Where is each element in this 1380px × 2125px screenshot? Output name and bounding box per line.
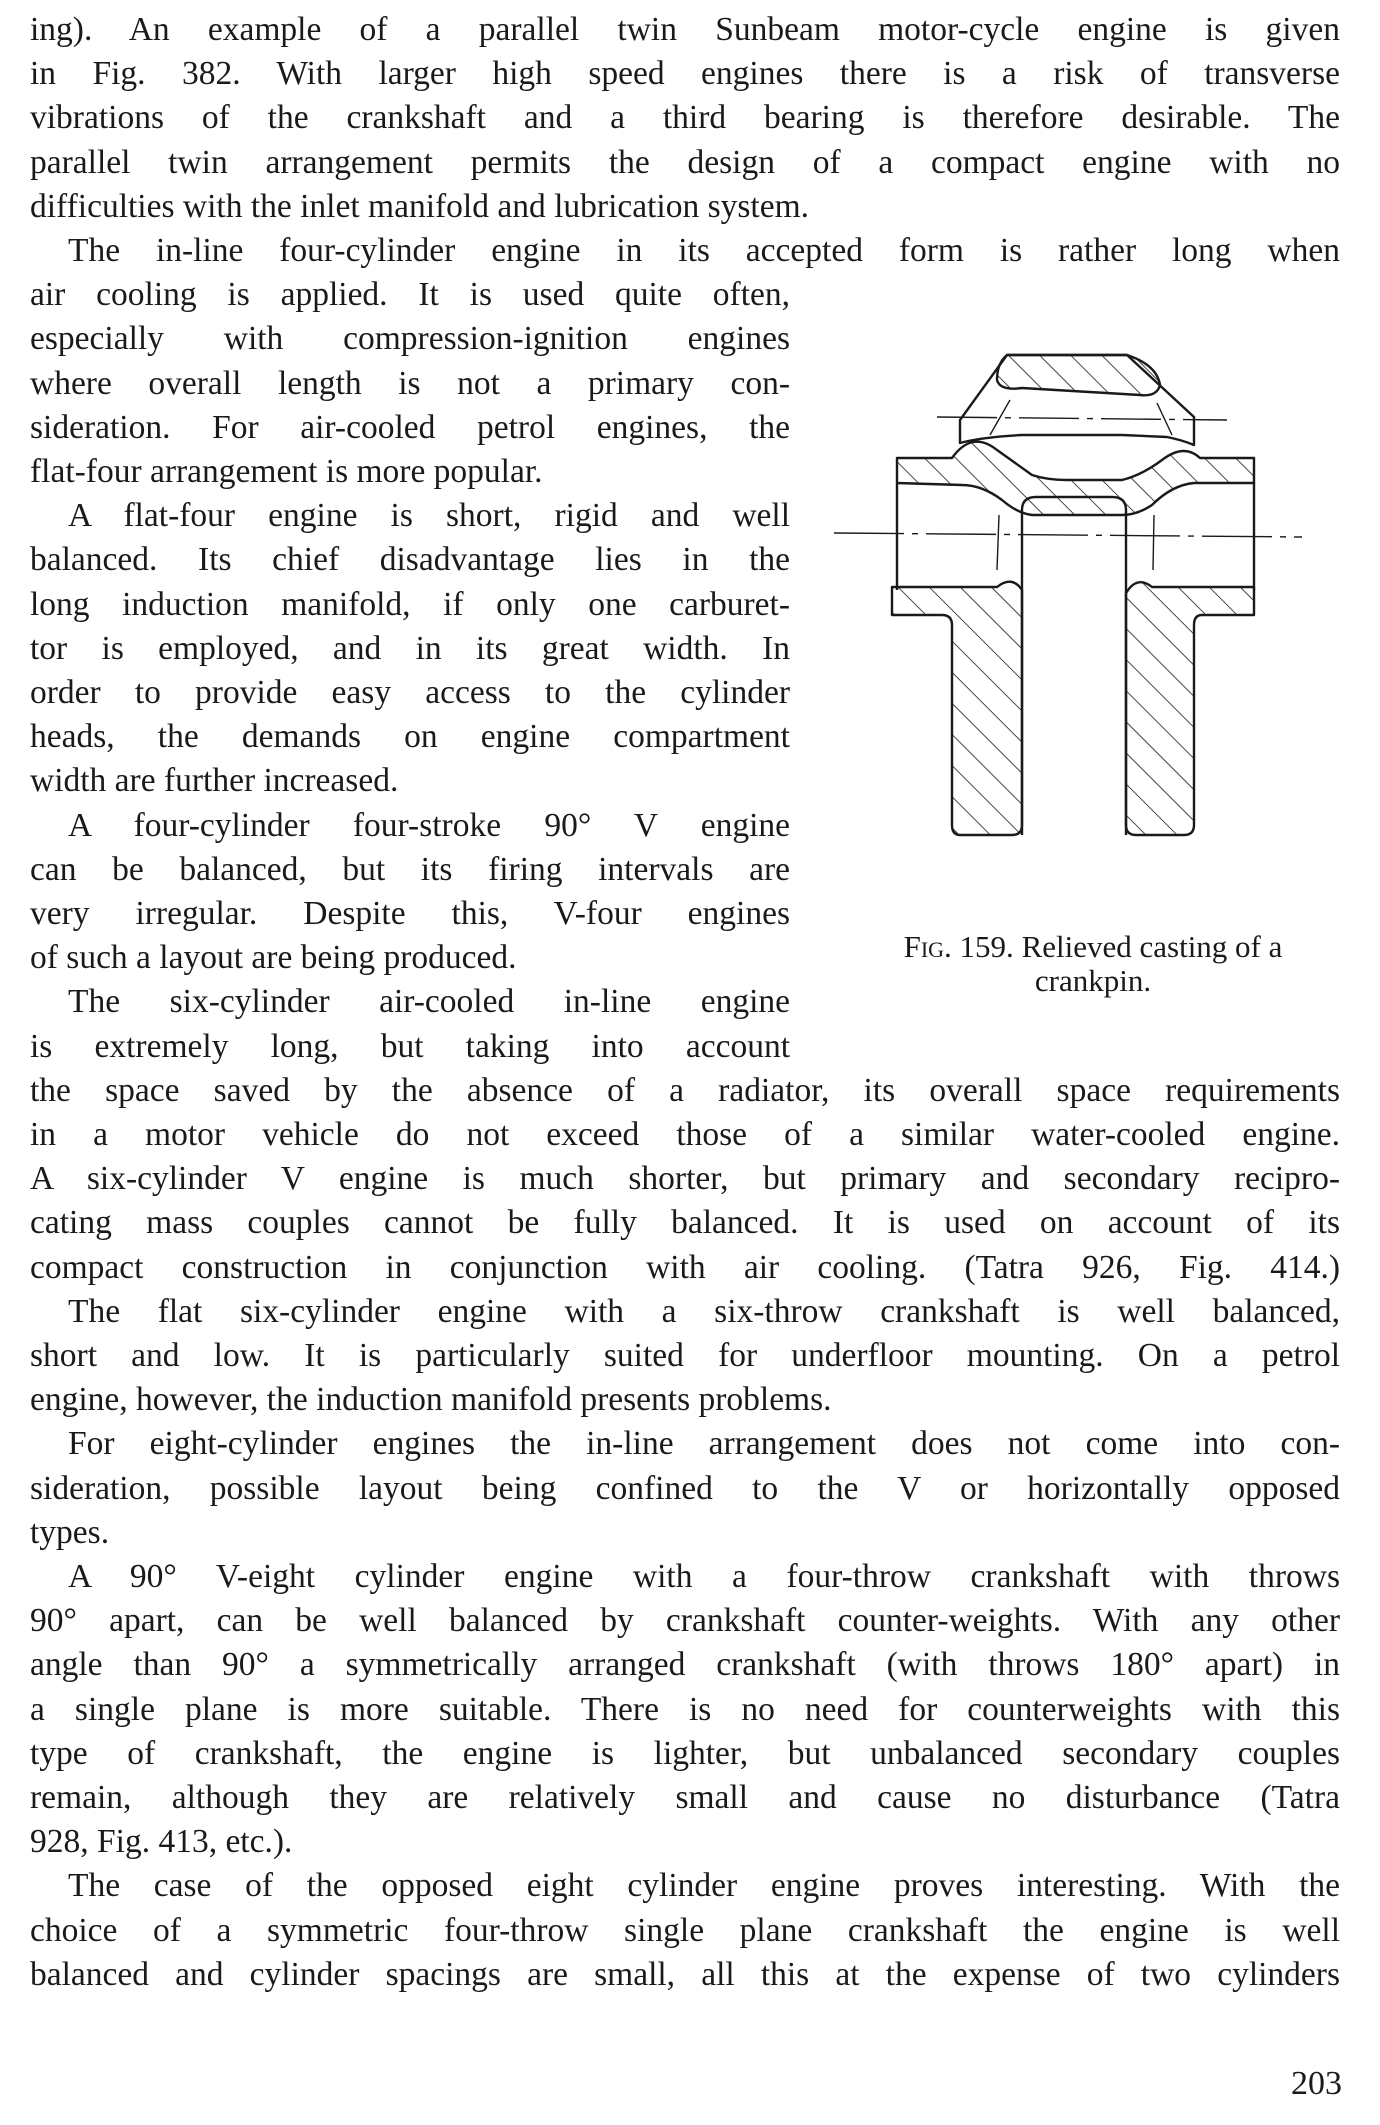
text-line: long induction manifold, if only one carburet- (30, 585, 790, 623)
upper-centre-line (937, 417, 1227, 420)
crankpin-section-diagram (822, 325, 1342, 865)
text-line: 90° apart, can be well balanced by crankshaft counter-weights. With any other (30, 1602, 1340, 1640)
text-line: The six-cylinder air-cooled in-line engine (68, 983, 790, 1021)
text-line: compact construction in conjunction with air cooling. (Tatra 926, Fig. 414.) (30, 1248, 1340, 1286)
figure-caption-line2: crankpin. (1034, 963, 1152, 998)
figure-label: Fig. 159. (903, 929, 1014, 964)
text-line: of such a layout are being produced. (30, 939, 517, 977)
text-line: A six-cylinder V engine is much shorter, but primary and secondary recipro- (30, 1160, 1340, 1198)
top-relief-band (997, 355, 1160, 395)
text-line: 928, Fig. 413, etc.). (30, 1823, 293, 1861)
text-line: width are further increased. (30, 762, 399, 800)
text-line: The in-line four-cylinder engine in its accepted form is rather long when (68, 232, 1340, 269)
pin-slot-outline (1022, 497, 1126, 835)
text-line: A 90° V-eight cylinder engine with a four-throw crankshaft with throws (68, 1558, 1340, 1595)
text-line: vibrations of the crankshaft and a third bearing is therefore desirable. The (30, 99, 1340, 137)
text-line: where overall length is not a primary con- (30, 364, 790, 402)
left-web-section (892, 582, 1022, 835)
right-web-section (1126, 582, 1254, 835)
text-line: can be balanced, but its firing intervals are (30, 850, 790, 888)
text-line: is extremely long, but taking into account (30, 1027, 790, 1065)
text-line: For eight-cylinder engines the in-line arrangement does not come into con- (68, 1425, 1340, 1463)
text-line: a single plane is more suitable. There is no need for counterweights with this (30, 1690, 1340, 1728)
figure-159-crankpin-drawing (822, 325, 1342, 865)
text-line: especially with compression-ignition engines (30, 320, 790, 358)
text-line: balanced and cylinder spacings are small, all this at the expense of two cylinders (30, 1955, 1340, 1993)
figure-caption (838, 930, 1348, 998)
text-line: flat-four arrangement is more popular. (30, 453, 543, 490)
text-line: type of crankshaft, the engine is lighter, but unbalanced secondary couples (30, 1734, 1340, 1772)
text-line: heads, the demands on engine compartment (30, 718, 790, 756)
text-line: in a motor vehicle do not exceed those of a similar water-cooled engine. (30, 1116, 1340, 1153)
text-line: remain, although they are relatively small and cause no disturbance (Tatra (30, 1779, 1340, 1816)
text-line: difficulties with the inlet manifold and lubrication system. (30, 187, 810, 225)
text-line: A flat-four engine is short, rigid and well (68, 497, 790, 535)
text-line: in Fig. 382. With larger high speed engines there is a risk of transverse (30, 55, 1340, 93)
text-line: air cooling is applied. It is used quite often, (30, 276, 790, 314)
page-number: 203 (1291, 2065, 1342, 2102)
text-line: very irregular. Despite this, V-four engines (30, 895, 790, 932)
lower-centre-line (834, 533, 1302, 537)
main-journal-section (897, 442, 1254, 515)
text-line: short and low. It is particularly suited for underfloor mounting. On a petrol (30, 1337, 1340, 1374)
text-line: A four-cylinder four-stroke 90° V engine (68, 806, 790, 844)
text-line: parallel twin arrangement permits the design of a compact engine with no (30, 143, 1340, 181)
right-relief-mark-bottom (1153, 515, 1154, 570)
text-line: sideration. For air-cooled petrol engines, the (30, 408, 790, 446)
text-line: tor is employed, and in its great width. In (30, 629, 790, 667)
text-line: The flat six-cylinder engine with a six-throw crankshaft is well balanced, (68, 1292, 1340, 1330)
text-line: engine, however, the induction manifold presents problems. (30, 1381, 832, 1419)
text-line: sideration, possible layout being confined to the V or horizontally opposed (30, 1469, 1340, 1507)
text-line: ing). An example of a parallel twin Sunbeam motor-cycle engine is given (30, 11, 1340, 48)
text-line: the space saved by the absence of a radiator, its overall space requirements (30, 1071, 1340, 1109)
text-line: types. (30, 1513, 110, 1551)
text-line: cating mass couples cannot be fully balanced. It is used on account of its (30, 1204, 1340, 1242)
text-line: balanced. Its chief disadvantage lies in the (30, 541, 790, 579)
text-line: choice of a symmetric four-throw single plane crankshaft the engine is well (30, 1911, 1340, 1949)
text-line: angle than 90° a symmetrically arranged crankshaft (with throws 180° apart) in (30, 1646, 1340, 1684)
text-line: The case of the opposed eight cylinder engine proves interesting. With the (68, 1867, 1340, 1905)
text-line: order to provide easy access to the cylinder (30, 674, 790, 711)
left-relief-mark-bottom (997, 515, 999, 570)
figure-caption-line1: Relieved casting of a (1021, 929, 1283, 964)
